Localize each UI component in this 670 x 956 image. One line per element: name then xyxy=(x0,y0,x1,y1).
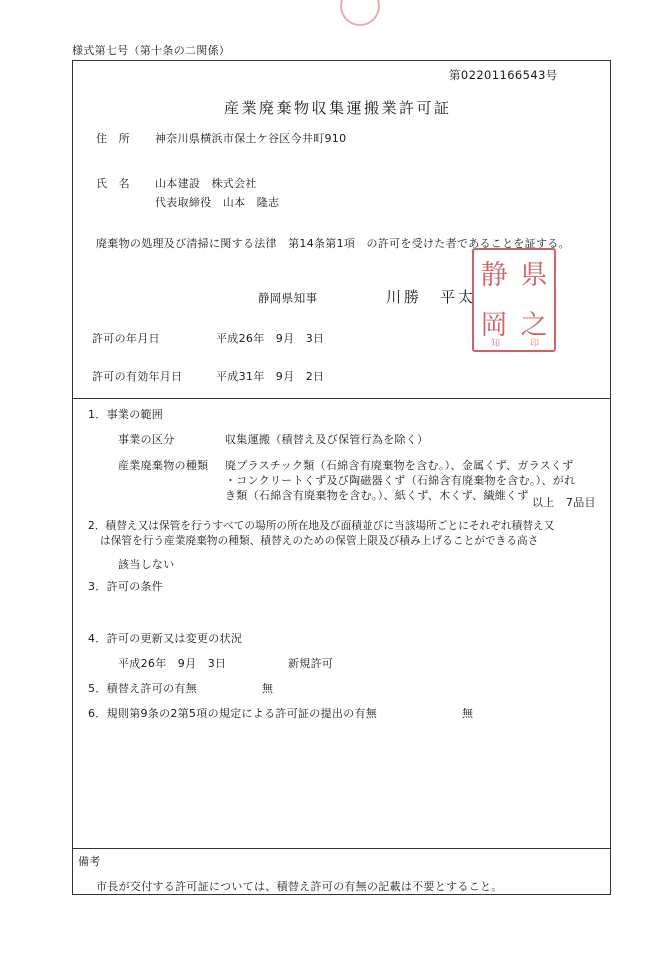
seal-footer xyxy=(476,336,554,350)
certification-text: 廃棄物の処理及び清掃に関する法律 第14条第1項 の許可を受けた者であることを証する。 xyxy=(96,237,570,250)
section6-heading: 6．規則第9条の2第5項の規定による許可証の提出の有無 xyxy=(88,707,378,720)
category-label: 事業の区分 xyxy=(118,433,175,446)
section-divider xyxy=(72,398,611,399)
remarks-divider xyxy=(72,848,611,849)
section1-heading: 1．事業の範囲 xyxy=(88,408,164,421)
company-name: 山本建設 株式会社 xyxy=(155,177,257,190)
seal-char: 県 xyxy=(520,259,548,291)
section2-heading: は保管を行う産業廃棄物の種類、積替えのための保管上限及び積み上げることができる高さ xyxy=(100,535,539,547)
permit-date: 平成26年 9月 3日 xyxy=(216,332,325,345)
name-label: 氏 名 xyxy=(96,177,130,190)
section5-heading: 5．積替え許可の有無 xyxy=(88,682,197,695)
expiry-label: 許可の有効年月日 xyxy=(92,370,183,383)
issuer-title: 静岡県知事 xyxy=(258,291,318,305)
types-line: ・コンクリートくず及び陶磁器くず（石綿含有廃棄物を含む。）、がれ xyxy=(225,474,576,487)
section2-value: 該当しない xyxy=(118,558,175,571)
remarks-label: 備考 xyxy=(78,855,101,868)
types-label: 産業廃棄物の種類 xyxy=(118,459,209,472)
permit-date-label: 許可の年月日 xyxy=(92,332,160,345)
seal-char: 知 xyxy=(490,339,500,349)
top-stamp-mark xyxy=(340,0,380,26)
types-count: 以上 7品目 xyxy=(532,496,596,509)
section6-value: 無 xyxy=(462,707,474,720)
representative-name: 代表取締役 山本 隆志 xyxy=(155,196,280,209)
address-value: 神奈川県横浜市保土ケ谷区今井町910 xyxy=(155,132,347,145)
section4-heading: 4．許可の更新又は変更の状況 xyxy=(88,632,243,645)
seal-char: 印 xyxy=(529,339,539,349)
section5-value: 無 xyxy=(262,682,274,695)
remarks-text: 市長が交付する許可証については、積替え許可の有無の記載は不要とすること。 xyxy=(96,880,503,893)
section4-date: 平成26年 9月 3日 xyxy=(118,657,227,670)
seal-char: 静 xyxy=(480,259,508,291)
address-label: 住 所 xyxy=(96,132,130,145)
permit-number: 第02201166543号 xyxy=(449,68,558,82)
section4-status: 新規許可 xyxy=(288,657,334,670)
certificate-title: 産業廃棄物収集運搬業許可証 xyxy=(224,99,452,117)
category-value: 収集運搬（積替え及び保管行為を除く） xyxy=(225,433,429,446)
section2-heading: 2．積替え又は保管を行うすべての場所の所在地及び面積並びに当該場所ごとにそれぞれ積替え又 xyxy=(88,520,555,532)
types-line: き類（石綿含有廃棄物を含む。）、紙くず、木くず、繊維くず xyxy=(225,489,529,502)
types-line: 廃プラスチック類（石綿含有廃棄物を含む。）、金属くず、ガラスくず xyxy=(225,459,574,472)
issuer-name: 川勝 平太 xyxy=(386,288,477,306)
seal-char: 之 xyxy=(520,309,548,341)
expiry-date: 平成31年 9月 2日 xyxy=(216,370,325,383)
section3-heading: 3．許可の条件 xyxy=(88,580,164,593)
form-label: 様式第七号（第十条の二関係） xyxy=(72,44,231,57)
seal-char: 岡 xyxy=(480,309,508,341)
